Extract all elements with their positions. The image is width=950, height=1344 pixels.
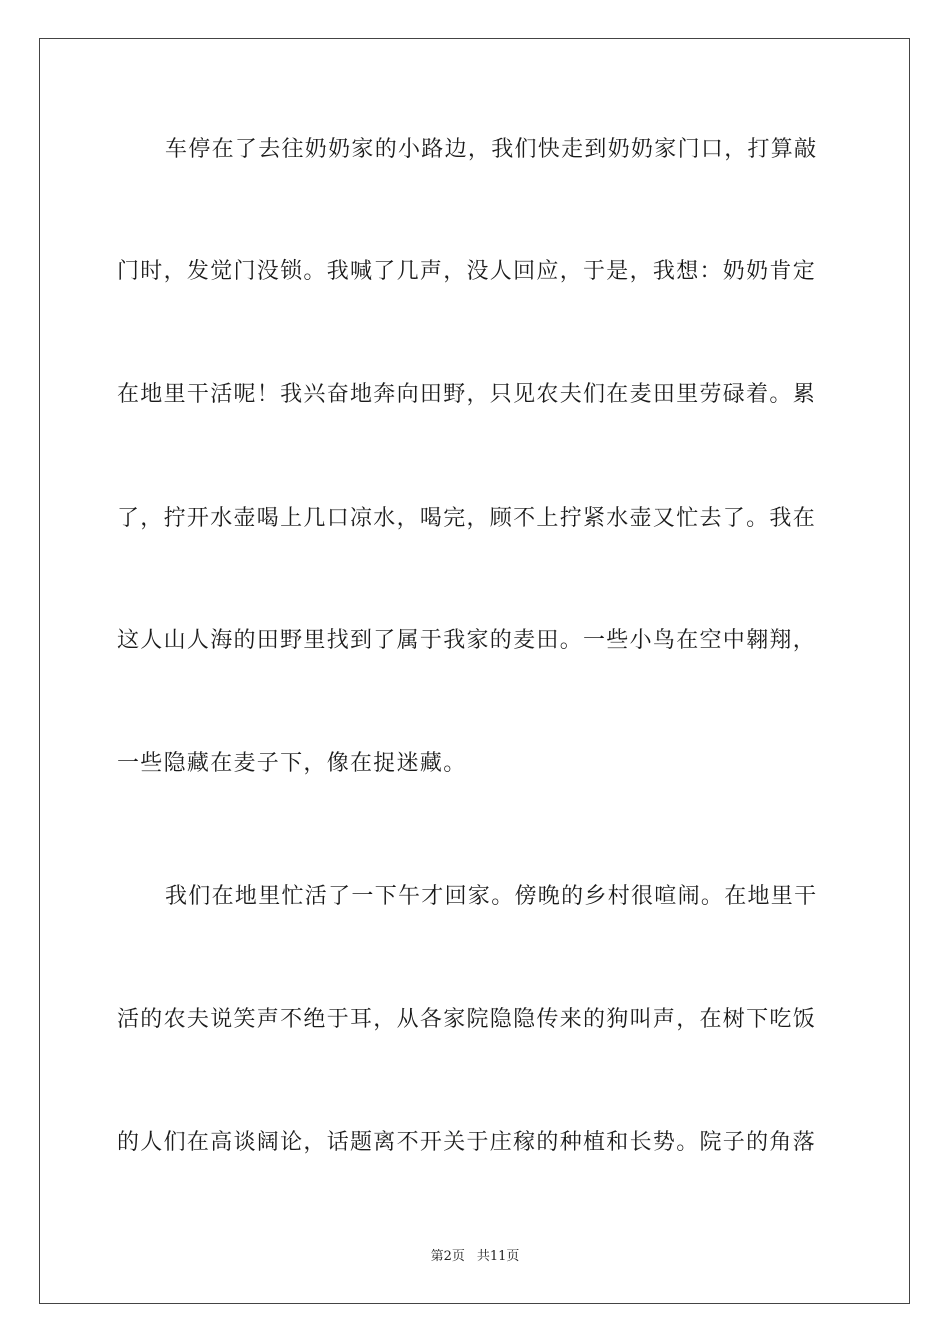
text-line: 了，拧开水壶喝上几口凉水，喝完，顾不上拧紧水壶又忙去了。我在 bbox=[117, 506, 817, 531]
text-line: 活的农夫说笑声不绝于耳，从各家院隐隐传来的狗叫声，在树下吃饭 bbox=[117, 1007, 817, 1032]
text-line: 门时，发觉门没锁。我喊了几声，没人回应，于是，我想：奶奶肯定 bbox=[117, 259, 817, 284]
text-line: 一些隐藏在麦子下，像在捉迷藏。 bbox=[117, 751, 467, 776]
page-total: 共11页 bbox=[476, 1249, 520, 1264]
page-footer bbox=[0, 1248, 950, 1266]
page-number: 第2页 bbox=[430, 1249, 465, 1264]
text-line: 车停在了去往奶奶家的小路边，我们快走到奶奶家门口，打算敲 bbox=[165, 137, 818, 162]
text-line: 的人们在高谈阔论，话题离不开关于庄稼的种植和长势。院子的角落 bbox=[117, 1130, 817, 1155]
page-border bbox=[39, 38, 910, 1304]
text-line: 在地里干活呢！我兴奋地奔向田野，只见农夫们在麦田里劳碌着。累 bbox=[117, 382, 817, 407]
text-line: 这人山人海的田野里找到了属于我家的麦田。一些小鸟在空中翱翔， bbox=[117, 628, 817, 653]
text-line: 我们在地里忙活了一下午才回家。傍晚的乡村很喧闹。在地里干 bbox=[165, 884, 818, 909]
